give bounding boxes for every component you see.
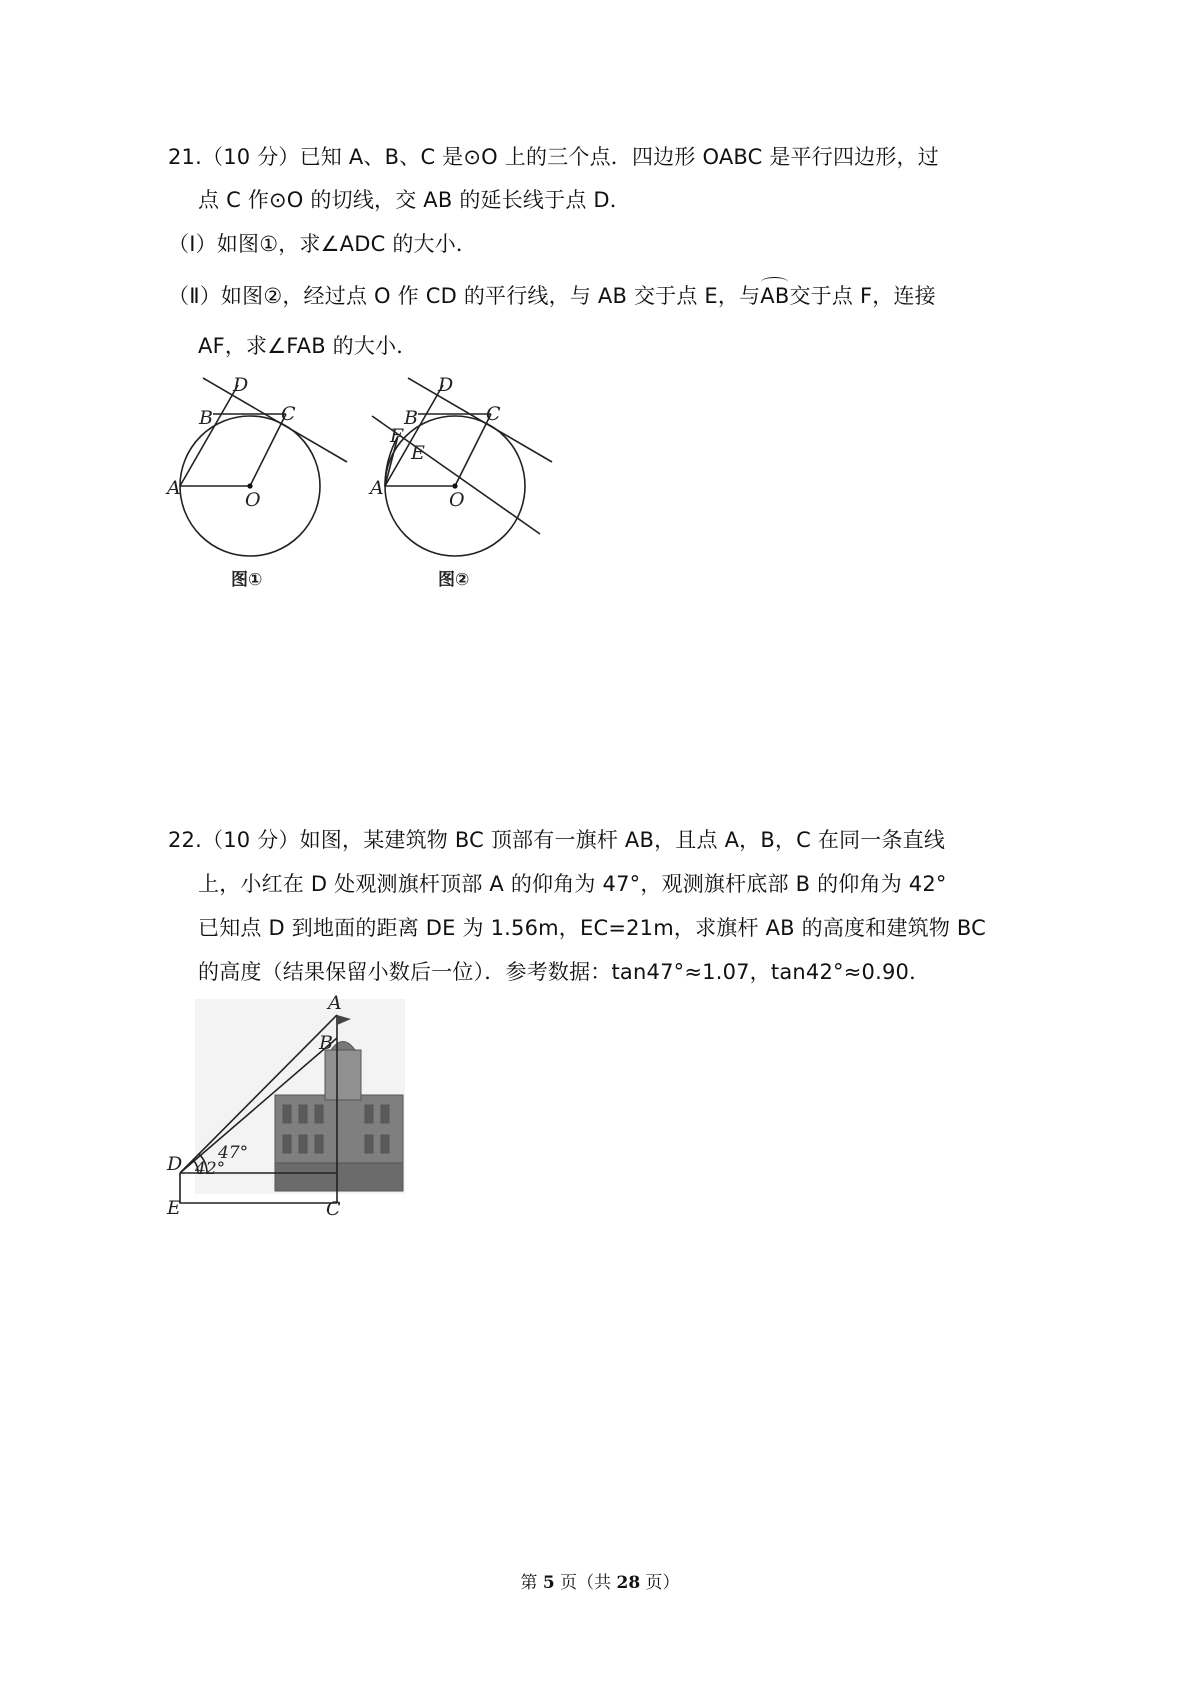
fig2-label-e: E <box>411 442 425 464</box>
figure-2 <box>370 370 570 600</box>
footer-suffix: 页） <box>640 1573 680 1593</box>
footer-prefix: 第 <box>520 1573 543 1593</box>
fig1-caption: 图① <box>231 570 263 590</box>
q21-part2-line2: AF，求∠FAB 的大小． <box>198 334 418 358</box>
fig2-label-f: F <box>390 425 404 447</box>
fig2-label-o: O <box>449 489 465 511</box>
fig2-label-b: B <box>404 407 418 429</box>
q21-line1: 21.（10 分）已知 A、B、C 是⊙O 上的三个点．四边形 OABC 是平行四边形，过 <box>168 145 939 169</box>
fig2-caption: 图② <box>438 570 470 590</box>
q22-line1: 22.（10 分）如图，某建筑物 BC 顶部有一旗杆 AB，且点 A，B，C 在同一条直线 <box>168 828 946 852</box>
q21-line2: 点 C 作⊙O 的切线，交 AB 的延长线于点 D． <box>198 188 631 212</box>
label-b: B <box>319 1032 333 1054</box>
arc-ab: AB <box>760 284 790 308</box>
page-footer <box>0 1568 1200 1593</box>
label-angle-47: 47° <box>218 1143 249 1163</box>
q22-line2: 上，小红在 D 处观测旗杆顶部 A 的仰角为 47°，观测旗杆底部 B 的仰角为 42° <box>198 872 947 896</box>
footer-page-number: 5 <box>542 1573 555 1593</box>
fig1-label-o: O <box>245 489 261 511</box>
fig1-center-dot <box>247 483 252 488</box>
label-d: D <box>167 1153 183 1175</box>
figure-q22 <box>165 992 415 1220</box>
fig2-center-dot <box>452 483 457 488</box>
fig1-label-c: C <box>281 403 296 425</box>
label-c: C <box>326 1198 341 1220</box>
label-e: E <box>167 1197 181 1219</box>
fig2-label-d: D <box>438 374 454 396</box>
q21-part2 <box>168 282 936 310</box>
fig2-label-a: A <box>370 477 384 499</box>
label-angle-42: 42° <box>195 1159 226 1179</box>
fig1-label-b: B <box>199 407 213 429</box>
q21-part2-b: 交于点 F，连接 <box>789 284 936 308</box>
fig1-label-d: D <box>233 374 249 396</box>
fig2-label-c: C <box>486 403 501 425</box>
footer-total-pages: 28 <box>616 1573 641 1593</box>
fig1-line-ad <box>180 385 238 486</box>
figure-1 <box>165 370 365 600</box>
q22-line4: 的高度（结果保留小数后一位）．参考数据：tan47°≈1.07，tan42°≈0.90． <box>198 960 931 984</box>
footer-mid: 页（共 <box>554 1573 617 1593</box>
q22-line3: 已知点 D 到地面的距离 DE 为 1.56m，EC=21m，求旗杆 AB 的高度和建筑物 BC <box>198 916 987 940</box>
q21-part2-a: （Ⅱ）如图②，经过点 O 作 CD 的平行线，与 AB 交于点 E，与 <box>168 284 761 308</box>
label-a: A <box>328 992 342 1014</box>
fig1-label-a: A <box>167 477 181 499</box>
q21-part1: （Ⅰ）如图①，求∠ADC 的大小． <box>168 232 478 256</box>
